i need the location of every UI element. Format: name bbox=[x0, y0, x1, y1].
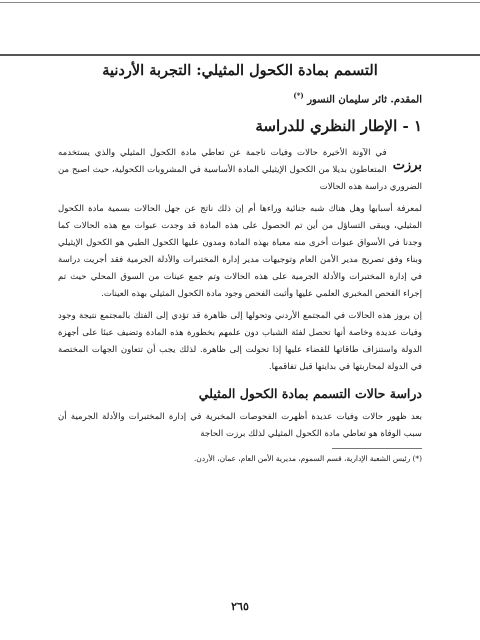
author-line bbox=[58, 91, 422, 105]
footnote: (*) رئيس الشعبة الإدارية، قسم السموم، مديرية الأمن العام، عمان، الأردن. bbox=[193, 454, 422, 464]
paragraph-phenomenon: إن بروز هذه الحالات في المجتمع الأردني وتحولها إلى ظاهرة قد تؤدي إلى الفتك بالمجتمع نتيجة وجود وفيات عديدة وخاصة أنها تحصل لفئة الشباب دون علمهم بخطورة هذه المادة وتضيف عبئا على أجهزة الدولة واستنزاف طاقاتها للقضاء عليها إذا تحولت إلى ظاهرة. لذلك يجب أن تتعاون الجهات المختصة في الدولة لمحاربتها في بدايتها قبل تفاقمها. bbox=[58, 311, 422, 373]
drop-word: برزت bbox=[392, 158, 422, 174]
paragraph-case-study: بعد ظهور حالات وفيات عديدة أظهرت الفحوصات المخبرية في إدارة المختبرات والأدلة الجرمية أن سبب الوفاة هو تعاطي مادة الكحول المثيلي لذلك برزت الحاجة bbox=[58, 412, 422, 440]
paragraph-intro bbox=[58, 145, 422, 196]
footnote-rule bbox=[332, 448, 422, 449]
section-heading-case-study: دراسة حالات التسمم بمادة الكحول المثيلي bbox=[198, 386, 422, 402]
paragraph-intro-text: في الآونة الأخيرة حالات وفيات ناجمة عن تعاطي مادة الكحول المثيلي والذي يستخدمه المتعاطون بديلا من الكحول الإيثيلي المادة الأساسية في المشروبات الكحولية، حيث اصبح من الضروري دراسة هذه الحالات bbox=[58, 148, 422, 193]
top-edge-rule bbox=[0, 2, 480, 3]
article-title: التسمم بمادة الكحول المثيلي: التجربة الأردنية bbox=[102, 62, 378, 79]
document-page bbox=[58, 62, 422, 465]
author-name: المقدم. ثائر سليمان النسور bbox=[307, 94, 422, 106]
section-heading-theoretical: ١ - الإطار النظري للدراسة bbox=[255, 117, 422, 136]
author-footnote-mark: (*) bbox=[293, 91, 304, 100]
page-number: ٢٦٥ bbox=[231, 600, 249, 613]
paragraph-causes: لمعرفة أسبابها وهل هناك شبه جنائية وراءها أم إن ذلك ناتج عن جهل الحالات بسمية مادة الكحول المثيلي، ويبقى التساؤل من أين تم الحصول على هذه المادة قد وجدت عبوات مع هذه الحالات كما وجدنا في الأسواق عبوات أخرى منه معباة بهذه المادة ومدون عليها الكحول الطبي هو الكحول الإيثيلي وبناء وفق تصريح مدير الأمن العام وتوجيهات مدير إدارة المختبرات والأدلة الجرمية فقد أجريت دراسة في إدارة المختبرات والأدلة الجرمية على هذه الحالات وتم جمع عينات من السوق المحلي حيث تم إجراء الفحص المخبري العلمي عليها وأثبت الفحص وجود مادة الكحول المثيلي بهذه العينات. bbox=[58, 204, 422, 300]
header-rule bbox=[0, 54, 480, 56]
